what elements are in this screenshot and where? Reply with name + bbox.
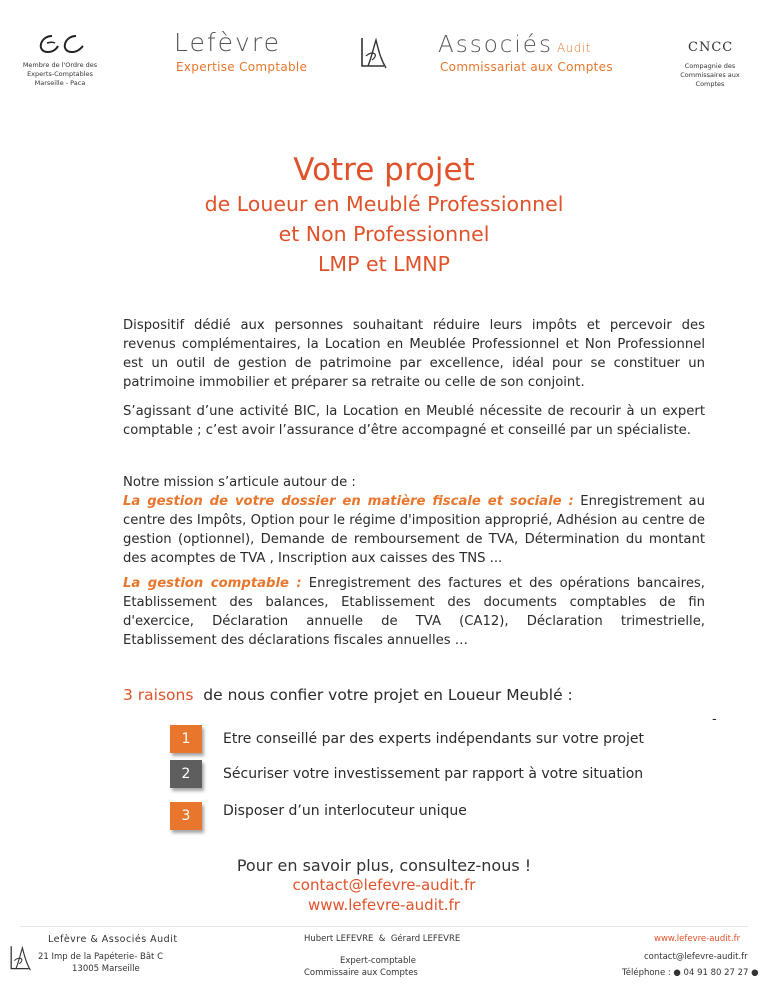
reasons-heading-count: 3 raisons xyxy=(123,686,194,704)
brand-lefevre-sub: Expertise Comptable xyxy=(176,60,308,74)
cncc-caption-line: Commissaires aux xyxy=(680,71,740,79)
cta-email-link[interactable]: contact@lefevre-audit.fr xyxy=(292,876,476,894)
footer-address-1: 21 Imp de la Papéterie- Bât C xyxy=(38,952,164,962)
la-monogram-footer-icon xyxy=(8,944,32,974)
brand-audit-tag: Audit xyxy=(556,41,591,55)
oec-caption-line: Membre de l'Ordre des xyxy=(22,61,98,69)
footer-people: Hubert LEFEVRE & Gérard LEFEVRE xyxy=(304,934,461,944)
page-title: Votre projet xyxy=(293,152,475,188)
cta-line: Pour en savoir plus, consultez-nous ! xyxy=(236,856,532,875)
footer-phone: Téléphone : ● 04 91 80 27 27 ● xyxy=(622,968,759,978)
cncc-caption-line: Comptes xyxy=(695,80,725,88)
footer-role-1: Expert-comptable xyxy=(340,956,416,966)
footer-firm: Lefèvre & Associés Audit xyxy=(48,934,178,945)
brand-associes xyxy=(438,32,591,58)
brand-lefevre: Lefèvre xyxy=(174,28,281,57)
brand-associes-text: Associés xyxy=(438,32,553,58)
brand-associes-sub: Commissariat aux Comptes xyxy=(440,60,613,74)
stray-dash: - xyxy=(712,712,717,727)
reasons-heading xyxy=(123,686,573,704)
mission-item-fiscal-text: Enregistrement au centre des Impôts, Option pour le régime d'imposition approprié, Adhésion au centre de gestion (optionnel), Demande de remboursement de TVA, Détermination du montant des acomptes de TVA , Inscription aux caisses des TNS ... xyxy=(123,494,705,566)
cncc-logo: CNCC xyxy=(688,40,734,55)
footer-divider xyxy=(20,926,748,927)
reason-text-1: Etre conseillé par des experts indépendants sur votre projet xyxy=(223,731,645,747)
oec-caption-line: Marseille - Paca xyxy=(34,79,86,87)
footer-role-2: Commissaire aux Comptes xyxy=(304,968,418,978)
mission-item-fiscal-head: La gestion de votre dossier en matière fiscale et sociale : xyxy=(123,494,574,509)
mission-item-comptable-head: La gestion comptable : xyxy=(123,576,302,591)
reason-text-3: Disposer d’un interlocuteur unique xyxy=(223,803,467,819)
mission-item-comptable-text: Enregistrement des factures et des opérations bancaires, Etablissement des balances, Etablissement des documents comptables de fin d'exercice, Déclaration annuelle de TVA (CA12), Déclaration trimestrielle, Etablissement des déclarations fiscales annuelles … xyxy=(123,576,705,648)
footer-address-2: 13005 Marseille xyxy=(72,964,140,974)
oec-caption-line: Experts-Comptables xyxy=(27,70,93,78)
title-line: LMP et LMNP xyxy=(318,252,450,276)
oec-caption xyxy=(14,61,106,88)
cncc-caption xyxy=(670,62,750,89)
reason-badge-2: 2 xyxy=(170,760,202,788)
title-line: et Non Professionnel xyxy=(278,222,490,246)
cta-web-link[interactable]: www.lefevre-audit.fr xyxy=(308,896,460,914)
mission-item-comptable xyxy=(123,574,705,650)
footer-email-link[interactable]: contact@lefevre-audit.fr xyxy=(644,952,748,962)
mission-item-fiscal xyxy=(123,492,705,568)
intro-paragraph-1: Dispositif dédié aux personnes souhaitant réduire leurs impôts et percevoir des revenus complémentaires, la Location en Meublée Professionnel et Non Professionnel est un outil de gestion de patrimoine par excellence, idéal pour se constituer un patrimoine immobilier et préparer sa retraite ou celle de son conjoint. xyxy=(123,318,705,390)
reason-text-2: Sécuriser votre investissement par rapport à votre situation xyxy=(223,766,644,782)
ec-logo-icon xyxy=(30,28,90,58)
intro-paragraph-2: S’agissant d’une activité BIC, la Location en Meublé nécessite de recourir à un expert comptable ; c’est avoir l’assurance d’être accompagné et conseillé par un spécialiste. xyxy=(123,404,705,438)
la-monogram-icon xyxy=(358,36,388,72)
reasons-heading-text: de nous confier votre projet en Loueur Meublé : xyxy=(193,686,573,704)
footer-web-link[interactable]: www.lefevre-audit.fr xyxy=(654,934,741,944)
reason-badge-3: 3 xyxy=(170,802,202,830)
reason-badge-1: 1 xyxy=(170,725,202,753)
title-line: de Loueur en Meublé Professionnel xyxy=(204,192,564,216)
mission-lead: Notre mission s’articule autour de : xyxy=(123,475,356,490)
cncc-caption-line: Compagnie des xyxy=(684,62,736,70)
